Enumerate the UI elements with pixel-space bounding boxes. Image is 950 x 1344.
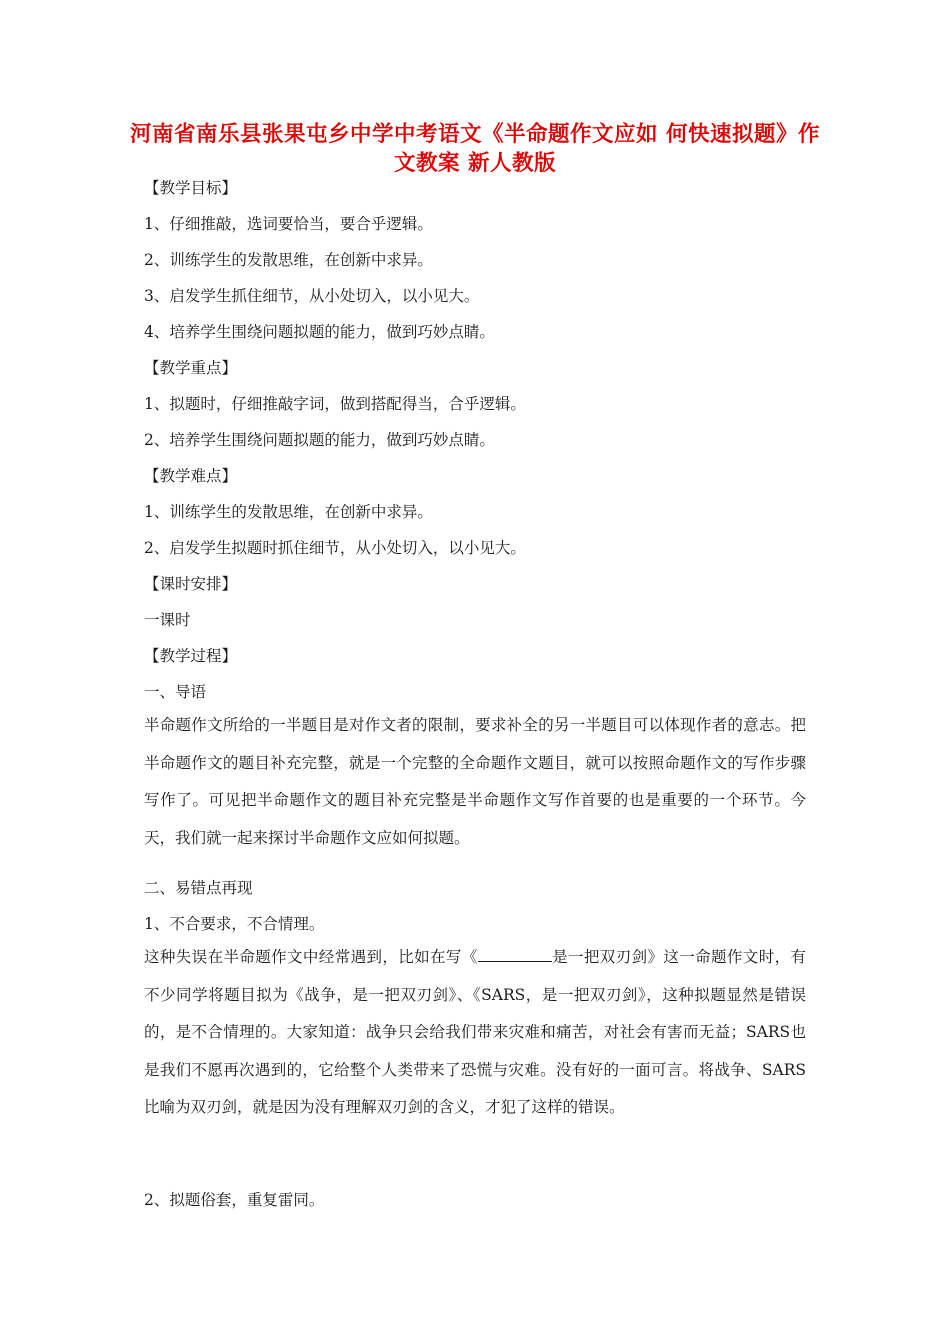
key-points-heading: 【教学重点】 — [144, 359, 238, 377]
section1-heading: 一、导语 — [144, 683, 207, 701]
key-point-item: 1、拟题时，仔细推敲字词，做到搭配得当，合乎逻辑。 — [144, 395, 526, 413]
section2-heading: 二、易错点再现 — [144, 879, 253, 897]
schedule-value: 一课时 — [144, 611, 191, 629]
section1-paragraph: 半命题作文所给的一半题目是对作文者的限制，要求补全的另一半题目可以体现作者的意志。把半命题作文的题目补充完整，就是一个完整的全命题作文题目，就可以按照命题作文的写作步骤写作了。可见把半命题作文的题目补充完整是半命题作文写作首要的也是重要的一个环节。今天，我们就一起来探讨半命题作文应如何拟题。 — [144, 716, 806, 847]
difficulty-item: 1、训练学生的发散思维，在创新中求异。 — [144, 503, 433, 521]
fill-in-blank — [478, 947, 552, 962]
process-heading: 【教学过程】 — [144, 647, 238, 665]
document-title: 河南省南乐县张果屯乡中学中考语文《半命题作文应如 何快速拟题》作文教案 新人教版 — [130, 122, 820, 176]
key-point-item: 2、培养学生围绕问题拟题的能力，做到巧妙点睛。 — [144, 431, 495, 449]
paragraph-text: 这种失误在半命题作文中经常遇到，比如在写《 — [144, 948, 478, 966]
goal-item: 2、训练学生的发散思维，在创新中求异。 — [144, 251, 433, 269]
goal-item: 3、启发学生抓住细节，从小处切入，以小见大。 — [144, 287, 480, 305]
error-point-1: 1、不合要求，不合情理。 — [144, 915, 325, 933]
paragraph-text: 是一把双刃剑》这一命题作文时，有不少同学将题目拟为《战争，是一把双刃剑》、《SARS，是一把双刃剑》，这种拟题显然是错误的，是不合情理的。大家知道：战争只会给我们带来灾难和痛苦，对社会有害而无益；SARS也是我们不愿再次遇到的，它给整个人类带来了恐慌与灾难。没有好的一面可言。将战争、SARS比喻为双刃剑，就是因为没有理解双刃剑的含义，才犯了这样的错误。 — [144, 948, 806, 1116]
error-point-2: 2、拟题俗套，重复雷同。 — [144, 1191, 325, 1209]
difficulty-item: 2、启发学生拟题时抓住细节，从小处切入，以小见大。 — [144, 539, 526, 557]
error-point-1-paragraph — [144, 939, 806, 1127]
schedule-heading: 【课时安排】 — [144, 575, 238, 593]
goal-item: 1、仔细推敲，选词要恰当，要合乎逻辑。 — [144, 215, 433, 233]
goal-item: 4、培养学生围绕问题拟题的能力，做到巧妙点睛。 — [144, 323, 495, 341]
goals-heading: 【教学目标】 — [144, 179, 238, 197]
difficulties-heading: 【教学难点】 — [144, 467, 238, 485]
